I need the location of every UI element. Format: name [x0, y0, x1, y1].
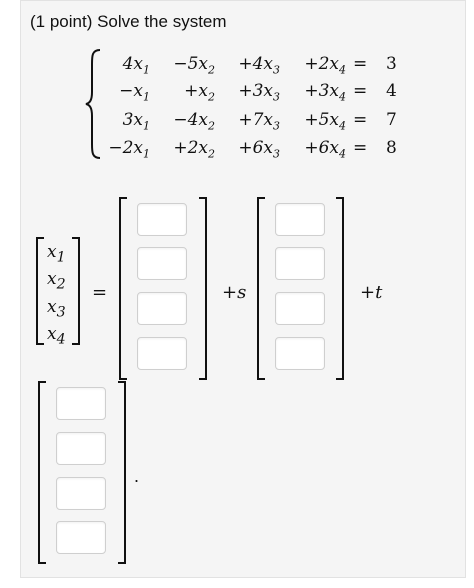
period: . [134, 466, 140, 486]
var-vector-left-bracket [36, 237, 44, 345]
vector-a-input-3[interactable] [137, 292, 187, 325]
vector-a-input-4[interactable] [137, 337, 187, 370]
system-term: $+6x_4$ [304, 138, 346, 161]
system-term: $-5x_2$ [173, 54, 215, 77]
variable-entry: $x_3$ [47, 297, 66, 321]
equals-sign: = [92, 282, 108, 303]
system-equals: = [353, 54, 368, 74]
system-term: $+2x_4$ [304, 54, 346, 77]
system-term: $4x_1$ [122, 54, 150, 77]
system-term: $3x_1$ [122, 110, 150, 133]
system-equals: = [353, 138, 368, 158]
vector-c-input-2[interactable] [56, 432, 106, 465]
vector-a-input-2[interactable] [137, 247, 187, 280]
variable-entry: $x_4$ [47, 324, 66, 348]
vector-a-right-bracket [199, 197, 207, 380]
system-term: $+3x_4$ [304, 81, 346, 104]
vector-b-right-bracket [336, 197, 344, 380]
system-term: $-4x_2$ [173, 110, 215, 133]
system-rhs: 3 [386, 54, 397, 74]
system-equals: = [353, 81, 368, 101]
vector-b-input-3[interactable] [275, 292, 325, 325]
vector-a-left-bracket [119, 197, 127, 380]
system-term: $-2x_1$ [108, 138, 150, 161]
vector-b-input-1[interactable] [275, 203, 325, 236]
vector-b-left-bracket [257, 197, 265, 380]
system-equals: = [353, 110, 368, 130]
vector-b-input-4[interactable] [275, 337, 325, 370]
variable-entry: $x_1$ [47, 242, 66, 266]
vector-b-input-2[interactable] [275, 247, 325, 280]
vector-c-input-4[interactable] [56, 521, 106, 554]
system-rhs: 7 [386, 110, 397, 130]
system-brace [84, 48, 104, 160]
system-term: $+7x_3$ [238, 110, 280, 133]
system-term: $+3x_3$ [238, 81, 280, 104]
system-term: $+6x_3$ [238, 138, 280, 161]
vector-c-right-bracket [118, 381, 126, 564]
variable-entry: $x_2$ [47, 269, 66, 293]
system-term: $+4x_3$ [238, 54, 280, 77]
plus-s-label: +s [222, 282, 247, 303]
system-term: $+2x_2$ [173, 138, 215, 161]
var-vector-right-bracket [72, 237, 80, 345]
system-term: $+x_2$ [184, 81, 215, 104]
plus-t-label: +t [360, 282, 383, 303]
vector-c-left-bracket [38, 381, 46, 564]
system-term: $+5x_4$ [304, 110, 346, 133]
problem-title: (1 point) Solve the system [30, 12, 227, 31]
vector-c-input-3[interactable] [56, 477, 106, 510]
system-term: $-x_1$ [119, 81, 150, 104]
vector-a-input-1[interactable] [137, 203, 187, 236]
vector-c-input-1[interactable] [56, 387, 106, 420]
system-rhs: 8 [386, 138, 397, 158]
system-rhs: 4 [386, 81, 397, 101]
